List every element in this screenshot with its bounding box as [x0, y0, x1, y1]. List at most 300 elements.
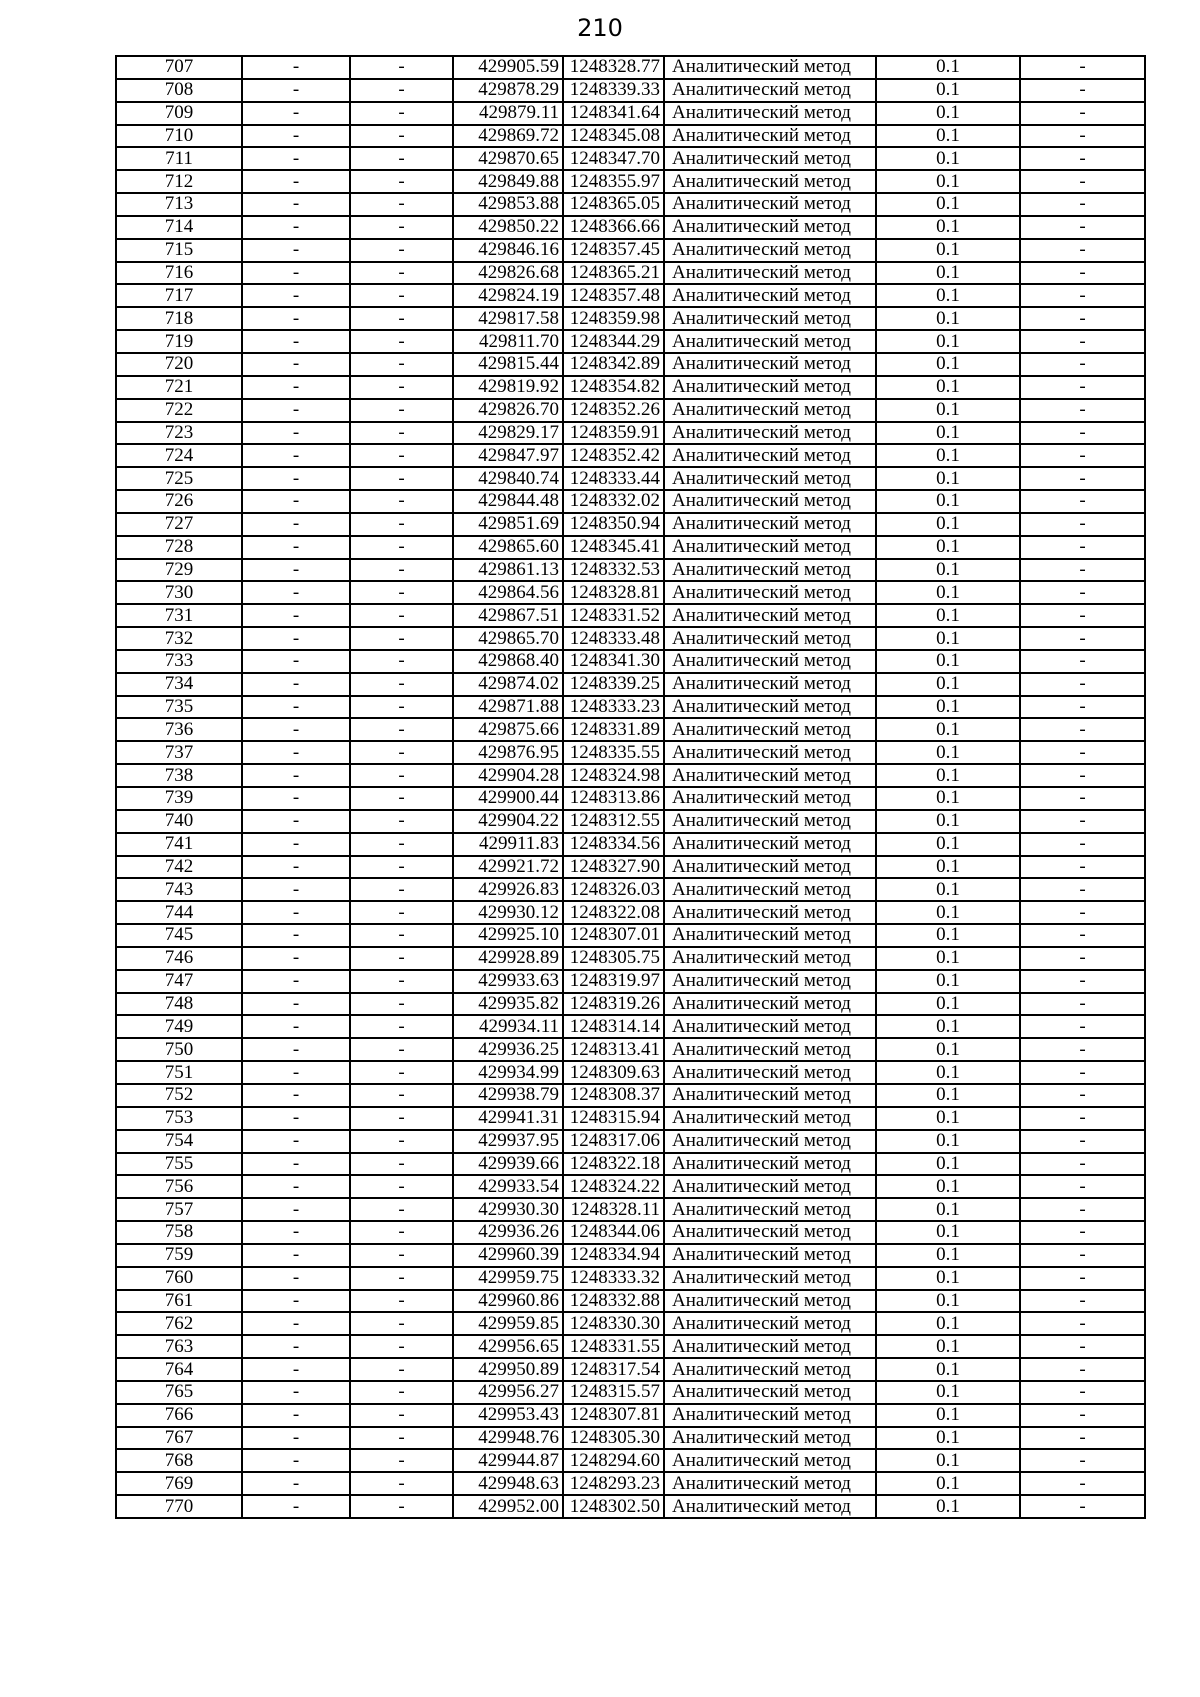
note-cell: - [1020, 924, 1145, 947]
point-number-cell: 713 [116, 193, 242, 216]
x-coordinate-cell: 429926.83 [453, 878, 563, 901]
point-number-cell: 707 [116, 56, 242, 79]
accuracy-cell: 0.1 [876, 1358, 1020, 1381]
y-coordinate-cell: 1248327.90 [563, 856, 664, 879]
dash-cell-b: - [350, 764, 453, 787]
table-row [116, 353, 1145, 376]
note-cell: - [1020, 170, 1145, 193]
method-cell: Аналитический метод [664, 1449, 876, 1472]
dash-cell-a: - [242, 513, 350, 536]
method-cell: Аналитический метод [664, 627, 876, 650]
y-coordinate-cell: 1248332.53 [563, 559, 664, 582]
accuracy-cell: 0.1 [876, 330, 1020, 353]
accuracy-cell: 0.1 [876, 125, 1020, 148]
dash-cell-a: - [242, 422, 350, 445]
table-body [116, 56, 1145, 1518]
y-coordinate-cell: 1248328.11 [563, 1198, 664, 1221]
table-row [116, 1335, 1145, 1358]
dash-cell-b: - [350, 330, 453, 353]
point-number-cell: 752 [116, 1084, 242, 1107]
dash-cell-a: - [242, 1427, 350, 1450]
dash-cell-a: - [242, 307, 350, 330]
dash-cell-a: - [242, 1084, 350, 1107]
dash-cell-a: - [242, 536, 350, 559]
x-coordinate-cell: 429840.74 [453, 467, 563, 490]
method-cell: Аналитический метод [664, 513, 876, 536]
dash-cell-a: - [242, 399, 350, 422]
note-cell: - [1020, 1427, 1145, 1450]
y-coordinate-cell: 1248365.21 [563, 262, 664, 285]
x-coordinate-cell: 429849.88 [453, 170, 563, 193]
method-cell: Аналитический метод [664, 1381, 876, 1404]
dash-cell-b: - [350, 170, 453, 193]
method-cell: Аналитический метод [664, 1130, 876, 1153]
y-coordinate-cell: 1248344.06 [563, 1221, 664, 1244]
dash-cell-b: - [350, 1335, 453, 1358]
dash-cell-b: - [350, 993, 453, 1016]
note-cell: - [1020, 193, 1145, 216]
method-cell: Аналитический метод [664, 1084, 876, 1107]
x-coordinate-cell: 429868.40 [453, 650, 563, 673]
dash-cell-b: - [350, 581, 453, 604]
x-coordinate-cell: 429959.75 [453, 1267, 563, 1290]
dash-cell-a: - [242, 810, 350, 833]
note-cell: - [1020, 1130, 1145, 1153]
x-coordinate-cell: 429937.95 [453, 1130, 563, 1153]
accuracy-cell: 0.1 [876, 353, 1020, 376]
x-coordinate-cell: 429847.97 [453, 444, 563, 467]
table-row [116, 581, 1145, 604]
point-number-cell: 740 [116, 810, 242, 833]
accuracy-cell: 0.1 [876, 1175, 1020, 1198]
accuracy-cell: 0.1 [876, 536, 1020, 559]
accuracy-cell: 0.1 [876, 1290, 1020, 1313]
y-coordinate-cell: 1248350.94 [563, 513, 664, 536]
note-cell: - [1020, 536, 1145, 559]
x-coordinate-cell: 429941.31 [453, 1107, 563, 1130]
y-coordinate-cell: 1248307.01 [563, 924, 664, 947]
note-cell: - [1020, 741, 1145, 764]
table-row [116, 604, 1145, 627]
x-coordinate-cell: 429864.56 [453, 581, 563, 604]
point-number-cell: 768 [116, 1449, 242, 1472]
point-number-cell: 735 [116, 696, 242, 719]
point-number-cell: 718 [116, 307, 242, 330]
table-row [116, 1084, 1145, 1107]
x-coordinate-cell: 429948.76 [453, 1427, 563, 1450]
table-row [116, 1381, 1145, 1404]
y-coordinate-cell: 1248333.44 [563, 467, 664, 490]
table-row [116, 536, 1145, 559]
x-coordinate-cell: 429950.89 [453, 1358, 563, 1381]
y-coordinate-cell: 1248332.02 [563, 490, 664, 513]
accuracy-cell: 0.1 [876, 833, 1020, 856]
accuracy-cell: 0.1 [876, 193, 1020, 216]
point-number-cell: 729 [116, 559, 242, 582]
method-cell: Аналитический метод [664, 970, 876, 993]
dash-cell-a: - [242, 1335, 350, 1358]
x-coordinate-cell: 429911.83 [453, 833, 563, 856]
accuracy-cell: 0.1 [876, 170, 1020, 193]
table-row [116, 1130, 1145, 1153]
dash-cell-b: - [350, 79, 453, 102]
accuracy-cell: 0.1 [876, 627, 1020, 650]
method-cell: Аналитический метод [664, 878, 876, 901]
y-coordinate-cell: 1248307.81 [563, 1404, 664, 1427]
point-number-cell: 709 [116, 102, 242, 125]
method-cell: Аналитический метод [664, 216, 876, 239]
method-cell: Аналитический метод [664, 581, 876, 604]
dash-cell-b: - [350, 353, 453, 376]
point-number-cell: 765 [116, 1381, 242, 1404]
y-coordinate-cell: 1248339.33 [563, 79, 664, 102]
dash-cell-b: - [350, 239, 453, 262]
point-number-cell: 727 [116, 513, 242, 536]
dash-cell-b: - [350, 376, 453, 399]
y-coordinate-cell: 1248333.23 [563, 696, 664, 719]
method-cell: Аналитический метод [664, 947, 876, 970]
table-row [116, 1267, 1145, 1290]
method-cell: Аналитический метод [664, 924, 876, 947]
dash-cell-b: - [350, 1290, 453, 1313]
method-cell: Аналитический метод [664, 467, 876, 490]
y-coordinate-cell: 1248313.86 [563, 787, 664, 810]
x-coordinate-cell: 429952.00 [453, 1495, 563, 1518]
dash-cell-a: - [242, 1244, 350, 1267]
dash-cell-b: - [350, 102, 453, 125]
y-coordinate-cell: 1248331.89 [563, 718, 664, 741]
y-coordinate-cell: 1248331.52 [563, 604, 664, 627]
x-coordinate-cell: 429936.25 [453, 1038, 563, 1061]
method-cell: Аналитический метод [664, 741, 876, 764]
x-coordinate-cell: 429815.44 [453, 353, 563, 376]
accuracy-cell: 0.1 [876, 444, 1020, 467]
accuracy-cell: 0.1 [876, 147, 1020, 170]
x-coordinate-cell: 429933.54 [453, 1175, 563, 1198]
point-number-cell: 731 [116, 604, 242, 627]
method-cell: Аналитический метод [664, 1312, 876, 1335]
x-coordinate-cell: 429904.22 [453, 810, 563, 833]
note-cell: - [1020, 1404, 1145, 1427]
y-coordinate-cell: 1248344.29 [563, 330, 664, 353]
y-coordinate-cell: 1248359.91 [563, 422, 664, 445]
x-coordinate-cell: 429939.66 [453, 1153, 563, 1176]
dash-cell-a: - [242, 353, 350, 376]
accuracy-cell: 0.1 [876, 1495, 1020, 1518]
y-coordinate-cell: 1248333.32 [563, 1267, 664, 1290]
dash-cell-b: - [350, 284, 453, 307]
dash-cell-a: - [242, 1404, 350, 1427]
x-coordinate-cell: 429879.11 [453, 102, 563, 125]
dash-cell-b: - [350, 307, 453, 330]
note-cell: - [1020, 673, 1145, 696]
accuracy-cell: 0.1 [876, 924, 1020, 947]
method-cell: Аналитический метод [664, 1175, 876, 1198]
dash-cell-a: - [242, 878, 350, 901]
note-cell: - [1020, 604, 1145, 627]
dash-cell-b: - [350, 1472, 453, 1495]
dash-cell-a: - [242, 627, 350, 650]
table-row [116, 878, 1145, 901]
method-cell: Аналитический метод [664, 787, 876, 810]
y-coordinate-cell: 1248339.25 [563, 673, 664, 696]
accuracy-cell: 0.1 [876, 1084, 1020, 1107]
accuracy-cell: 0.1 [876, 102, 1020, 125]
accuracy-cell: 0.1 [876, 284, 1020, 307]
table-row [116, 924, 1145, 947]
x-coordinate-cell: 429819.92 [453, 376, 563, 399]
y-coordinate-cell: 1248330.30 [563, 1312, 664, 1335]
y-coordinate-cell: 1248293.23 [563, 1472, 664, 1495]
dash-cell-b: - [350, 856, 453, 879]
note-cell: - [1020, 1472, 1145, 1495]
method-cell: Аналитический метод [664, 901, 876, 924]
accuracy-cell: 0.1 [876, 559, 1020, 582]
table-row [116, 125, 1145, 148]
dash-cell-b: - [350, 1244, 453, 1267]
point-number-cell: 736 [116, 718, 242, 741]
dash-cell-a: - [242, 970, 350, 993]
dash-cell-b: - [350, 901, 453, 924]
note-cell: - [1020, 102, 1145, 125]
dash-cell-b: - [350, 1130, 453, 1153]
accuracy-cell: 0.1 [876, 1312, 1020, 1335]
dash-cell-a: - [242, 147, 350, 170]
y-coordinate-cell: 1248332.88 [563, 1290, 664, 1313]
method-cell: Аналитический метод [664, 1427, 876, 1450]
point-number-cell: 747 [116, 970, 242, 993]
point-number-cell: 725 [116, 467, 242, 490]
accuracy-cell: 0.1 [876, 1472, 1020, 1495]
x-coordinate-cell: 429935.82 [453, 993, 563, 1016]
dash-cell-b: - [350, 1015, 453, 1038]
point-number-cell: 751 [116, 1061, 242, 1084]
dash-cell-a: - [242, 193, 350, 216]
coordinates-table [115, 55, 1146, 1519]
table-row [116, 79, 1145, 102]
accuracy-cell: 0.1 [876, 970, 1020, 993]
dash-cell-b: - [350, 1404, 453, 1427]
method-cell: Аналитический метод [664, 650, 876, 673]
accuracy-cell: 0.1 [876, 604, 1020, 627]
x-coordinate-cell: 429846.16 [453, 239, 563, 262]
dash-cell-b: - [350, 490, 453, 513]
dash-cell-a: - [242, 444, 350, 467]
method-cell: Аналитический метод [664, 1472, 876, 1495]
table-row [116, 993, 1145, 1016]
y-coordinate-cell: 1248354.82 [563, 376, 664, 399]
table-row [116, 467, 1145, 490]
dash-cell-b: - [350, 147, 453, 170]
x-coordinate-cell: 429869.72 [453, 125, 563, 148]
x-coordinate-cell: 429870.65 [453, 147, 563, 170]
dash-cell-b: - [350, 810, 453, 833]
method-cell: Аналитический метод [664, 1244, 876, 1267]
dash-cell-b: - [350, 56, 453, 79]
point-number-cell: 742 [116, 856, 242, 879]
method-cell: Аналитический метод [664, 1015, 876, 1038]
point-number-cell: 764 [116, 1358, 242, 1381]
note-cell: - [1020, 513, 1145, 536]
accuracy-cell: 0.1 [876, 1015, 1020, 1038]
point-number-cell: 761 [116, 1290, 242, 1313]
note-cell: - [1020, 147, 1145, 170]
y-coordinate-cell: 1248315.57 [563, 1381, 664, 1404]
y-coordinate-cell: 1248345.08 [563, 125, 664, 148]
x-coordinate-cell: 429865.60 [453, 536, 563, 559]
dash-cell-b: - [350, 1267, 453, 1290]
x-coordinate-cell: 429826.68 [453, 262, 563, 285]
note-cell: - [1020, 1290, 1145, 1313]
dash-cell-b: - [350, 422, 453, 445]
note-cell: - [1020, 125, 1145, 148]
table-row [116, 947, 1145, 970]
point-number-cell: 746 [116, 947, 242, 970]
method-cell: Аналитический метод [664, 262, 876, 285]
method-cell: Аналитический метод [664, 696, 876, 719]
x-coordinate-cell: 429878.29 [453, 79, 563, 102]
note-cell: - [1020, 444, 1145, 467]
accuracy-cell: 0.1 [876, 1198, 1020, 1221]
x-coordinate-cell: 429861.13 [453, 559, 563, 582]
dash-cell-a: - [242, 1153, 350, 1176]
point-number-cell: 760 [116, 1267, 242, 1290]
accuracy-cell: 0.1 [876, 856, 1020, 879]
point-number-cell: 754 [116, 1130, 242, 1153]
method-cell: Аналитический метод [664, 1061, 876, 1084]
table-row [116, 239, 1145, 262]
method-cell: Аналитический метод [664, 444, 876, 467]
x-coordinate-cell: 429928.89 [453, 947, 563, 970]
note-cell: - [1020, 856, 1145, 879]
y-coordinate-cell: 1248352.42 [563, 444, 664, 467]
dash-cell-b: - [350, 1107, 453, 1130]
table-row [116, 901, 1145, 924]
note-cell: - [1020, 878, 1145, 901]
dash-cell-b: - [350, 1495, 453, 1518]
x-coordinate-cell: 429934.11 [453, 1015, 563, 1038]
accuracy-cell: 0.1 [876, 718, 1020, 741]
note-cell: - [1020, 1358, 1145, 1381]
point-number-cell: 716 [116, 262, 242, 285]
table-row [116, 1427, 1145, 1450]
y-coordinate-cell: 1248312.55 [563, 810, 664, 833]
point-number-cell: 755 [116, 1153, 242, 1176]
dash-cell-b: - [350, 1312, 453, 1335]
table-row [116, 673, 1145, 696]
method-cell: Аналитический метод [664, 1290, 876, 1313]
note-cell: - [1020, 307, 1145, 330]
point-number-cell: 737 [116, 741, 242, 764]
note-cell: - [1020, 1038, 1145, 1061]
y-coordinate-cell: 1248326.03 [563, 878, 664, 901]
dash-cell-b: - [350, 924, 453, 947]
point-number-cell: 749 [116, 1015, 242, 1038]
x-coordinate-cell: 429876.95 [453, 741, 563, 764]
table-row [116, 1495, 1145, 1518]
dash-cell-a: - [242, 1449, 350, 1472]
table-row [116, 1244, 1145, 1267]
dash-cell-a: - [242, 376, 350, 399]
point-number-cell: 770 [116, 1495, 242, 1518]
x-coordinate-cell: 429953.43 [453, 1404, 563, 1427]
dash-cell-a: - [242, 1312, 350, 1335]
table-row [116, 1038, 1145, 1061]
note-cell: - [1020, 947, 1145, 970]
table-row [116, 1221, 1145, 1244]
dash-cell-b: - [350, 718, 453, 741]
point-number-cell: 726 [116, 490, 242, 513]
method-cell: Аналитический метод [664, 1038, 876, 1061]
method-cell: Аналитический метод [664, 353, 876, 376]
y-coordinate-cell: 1248324.98 [563, 764, 664, 787]
y-coordinate-cell: 1248331.55 [563, 1335, 664, 1358]
dash-cell-b: - [350, 970, 453, 993]
note-cell: - [1020, 1381, 1145, 1404]
note-cell: - [1020, 559, 1145, 582]
table-row [116, 764, 1145, 787]
point-number-cell: 719 [116, 330, 242, 353]
point-number-cell: 721 [116, 376, 242, 399]
dash-cell-a: - [242, 856, 350, 879]
method-cell: Аналитический метод [664, 1404, 876, 1427]
note-cell: - [1020, 1153, 1145, 1176]
dash-cell-a: - [242, 947, 350, 970]
accuracy-cell: 0.1 [876, 741, 1020, 764]
dash-cell-b: - [350, 399, 453, 422]
dash-cell-b: - [350, 1061, 453, 1084]
table-row [116, 56, 1145, 79]
y-coordinate-cell: 1248308.37 [563, 1084, 664, 1107]
note-cell: - [1020, 810, 1145, 833]
point-number-cell: 723 [116, 422, 242, 445]
dash-cell-b: - [350, 741, 453, 764]
table-row [116, 856, 1145, 879]
dash-cell-b: - [350, 627, 453, 650]
dash-cell-b: - [350, 262, 453, 285]
point-number-cell: 759 [116, 1244, 242, 1267]
dash-cell-a: - [242, 1061, 350, 1084]
dash-cell-a: - [242, 56, 350, 79]
y-coordinate-cell: 1248357.45 [563, 239, 664, 262]
dash-cell-a: - [242, 262, 350, 285]
accuracy-cell: 0.1 [876, 1153, 1020, 1176]
x-coordinate-cell: 429905.59 [453, 56, 563, 79]
y-coordinate-cell: 1248333.48 [563, 627, 664, 650]
note-cell: - [1020, 56, 1145, 79]
y-coordinate-cell: 1248324.22 [563, 1175, 664, 1198]
table-row [116, 559, 1145, 582]
method-cell: Аналитический метод [664, 1267, 876, 1290]
x-coordinate-cell: 429933.63 [453, 970, 563, 993]
y-coordinate-cell: 1248315.94 [563, 1107, 664, 1130]
dash-cell-b: - [350, 1449, 453, 1472]
dash-cell-a: - [242, 559, 350, 582]
accuracy-cell: 0.1 [876, 1038, 1020, 1061]
point-number-cell: 712 [116, 170, 242, 193]
table-row [116, 193, 1145, 216]
accuracy-cell: 0.1 [876, 581, 1020, 604]
method-cell: Аналитический метод [664, 1107, 876, 1130]
table-row [116, 422, 1145, 445]
y-coordinate-cell: 1248328.77 [563, 56, 664, 79]
dash-cell-a: - [242, 1221, 350, 1244]
x-coordinate-cell: 429867.51 [453, 604, 563, 627]
table-row [116, 284, 1145, 307]
table-row [116, 810, 1145, 833]
point-number-cell: 756 [116, 1175, 242, 1198]
y-coordinate-cell: 1248313.41 [563, 1038, 664, 1061]
